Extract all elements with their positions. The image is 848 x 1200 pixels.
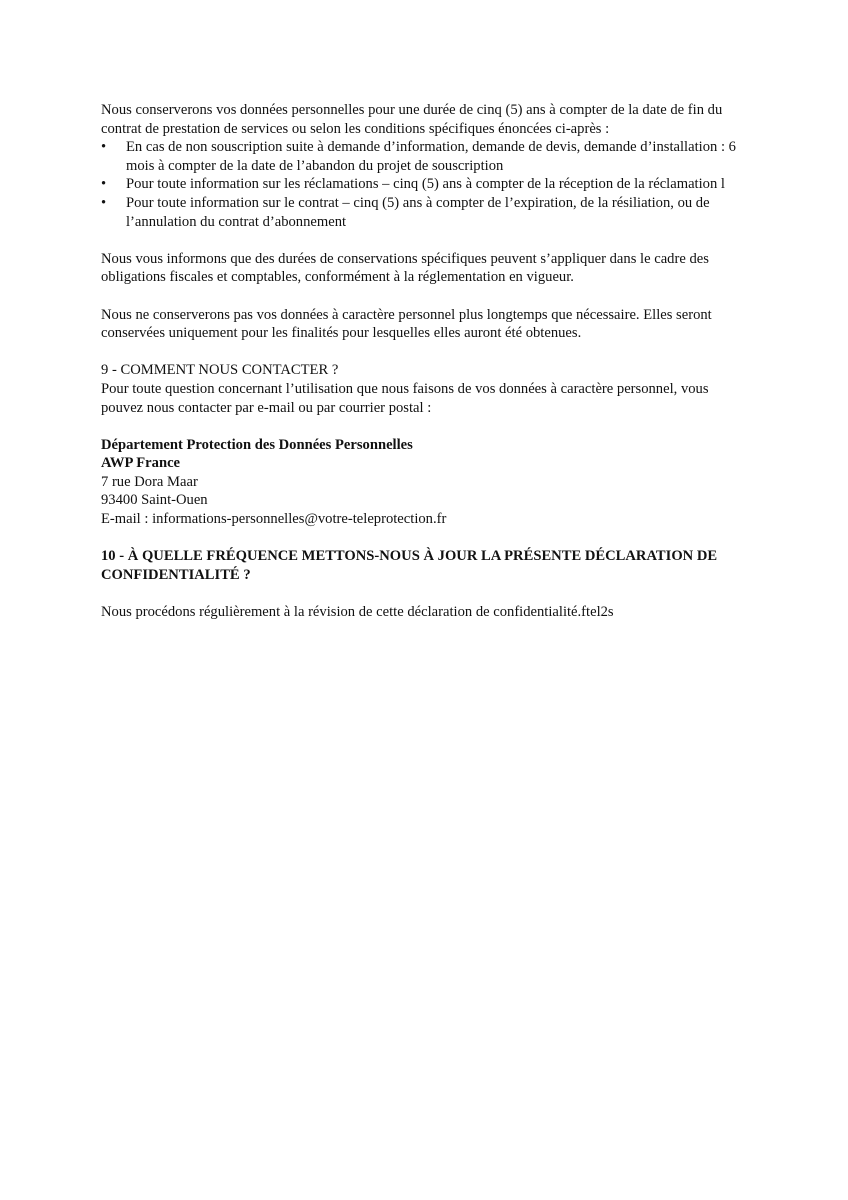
bullet-icon: • bbox=[101, 194, 107, 211]
necessity-paragraph: Nous ne conserverons pas vos données à caractère personnel plus longtemps que nécessaire. Elles seront conservées uniquement pour les finalités pour lesquelles elles auront été obtenues. bbox=[101, 306, 712, 342]
list-item bbox=[101, 194, 751, 231]
bullet-icon: • bbox=[101, 176, 107, 193]
address-street: 7 rue Dora Maar bbox=[101, 473, 198, 490]
fiscal-paragraph: Nous vous informons que des durées de conservations spécifiques peuvent s’appliquer dans le cadre des obligations fiscales et comptables, conformément à la réglementation en vigueur. bbox=[101, 250, 709, 286]
bullet-icon: • bbox=[101, 139, 107, 156]
list-item-text: Pour toute information sur les réclamations – cinq (5) ans à compter de la réception de la réclamation l bbox=[126, 176, 725, 193]
contact-heading: 9 - COMMENT NOUS CONTACTER ? bbox=[101, 362, 339, 379]
contact-email: E-mail : informations-personnelles@votre-teleprotection.fr bbox=[101, 511, 447, 528]
retention-list bbox=[101, 138, 751, 231]
company-name: AWP France bbox=[101, 455, 181, 472]
list-item bbox=[101, 138, 751, 175]
department-name: Département Protection des Données Personnelles bbox=[101, 436, 413, 453]
contact-intro: Pour toute question concernant l’utilisation que nous faisons de vos données à caractère personnel, vous pouvez nous contacter par e-mail ou par courrier postal : bbox=[101, 380, 709, 416]
list-item-text: En cas de non souscription suite à demande d’information, demande de devis, demande d’installation : 6 mois à compter de la date de l’abandon du projet de souscription bbox=[126, 139, 736, 174]
list-item-text: Pour toute information sur le contrat – cinq (5) ans à compter de l’expiration, de la résiliation, ou de l’annulation du contrat d’abonnement bbox=[126, 194, 710, 230]
address-city: 93400 Saint-Ouen bbox=[101, 492, 208, 509]
list-item bbox=[101, 175, 751, 194]
document-page bbox=[101, 101, 751, 622]
update-text: Nous procédons régulièrement à la révision de cette déclaration de confidentialité.ftel2s bbox=[101, 604, 614, 621]
retention-intro: Nous conserverons vos données personnelles pour une durée de cinq (5) ans à compter de la date de fin du contrat de prestation de services ou selon les conditions spécifiques énoncées ci-après : bbox=[101, 102, 723, 137]
update-heading: 10 - À QUELLE FRÉQUENCE METTONS-NOUS À JOUR LA PRÉSENTE DÉCLARATION DE CONFIDENTIALITÉ ? bbox=[101, 548, 718, 583]
